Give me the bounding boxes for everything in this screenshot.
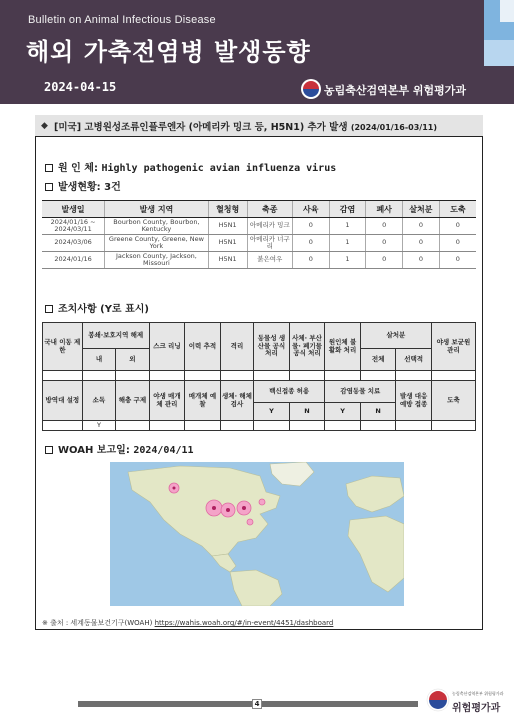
measure-culling-all: 전체 bbox=[360, 349, 396, 371]
measure-quarantine: 격리 bbox=[220, 323, 253, 371]
measure-outside: 외 bbox=[116, 349, 149, 371]
square-bullet-icon bbox=[45, 305, 53, 313]
measure-prevention-vaccination: 발생 대응 예방 접종 bbox=[396, 381, 432, 421]
report-period: (2024/01/16-03/11) bbox=[350, 123, 438, 132]
issue-date: 2024-04-15 bbox=[44, 80, 117, 94]
col-header: 사육 bbox=[292, 201, 329, 218]
square-bullet-icon bbox=[45, 183, 53, 191]
source-label: ※ 출처 : 세계동물보건기구(WOAH) bbox=[42, 619, 153, 627]
cell-date: 2024/03/06 bbox=[42, 235, 105, 252]
col-header: 발생 지역 bbox=[105, 201, 209, 218]
report-title-text: [미국] 고병원성조류인플루엔자 (아메리카 밍크 등, H5N1) 추가 발생 bbox=[54, 122, 348, 133]
outbreak-cluster-marker[interactable] bbox=[206, 500, 222, 516]
cell-reared: 0 bbox=[292, 218, 329, 235]
measures-title: 조치사항 (Y로 표시) bbox=[58, 304, 149, 315]
cell-infected: 1 bbox=[329, 252, 366, 269]
measure-vaccination-n: N bbox=[289, 403, 325, 421]
footer-org-small: 농림축산검역본부 위험평가과 bbox=[452, 691, 504, 696]
cell-region: Bourbon County, Bourbon, Kentucky bbox=[105, 218, 209, 235]
pathogen-value: Highly pathogenic avian influenza virus bbox=[101, 163, 337, 174]
africa-landmass bbox=[348, 516, 404, 592]
page-title: 해외 가축전염병 발생동향 bbox=[26, 38, 311, 66]
cell-serotype: H5N1 bbox=[208, 235, 247, 252]
footer-org-name: 위험평가과 bbox=[452, 703, 501, 714]
square-bullet-icon bbox=[45, 164, 53, 172]
cell-species: 붉은여우 bbox=[247, 252, 292, 269]
measure-vector-surveillance: 매개체 예찰 bbox=[185, 381, 221, 421]
status-label: 발생현황: bbox=[58, 182, 105, 193]
cell-infected: 1 bbox=[329, 235, 366, 252]
measure-protective-zone: 방역대 설정 bbox=[43, 381, 83, 421]
col-header: 감염 bbox=[329, 201, 366, 218]
bulletin-subtitle: Bulletin on Animal Infectious Disease bbox=[28, 14, 216, 26]
woah-label: WOAH 보고일: bbox=[58, 445, 134, 456]
report-titlebar bbox=[35, 115, 483, 137]
cell-reared: 0 bbox=[292, 235, 329, 252]
col-header: 도축 bbox=[439, 201, 476, 218]
cell-dead: 0 bbox=[366, 252, 403, 269]
measure-culling-selective: 선택적 bbox=[396, 349, 432, 371]
measure-domestic-restriction: 국내 이동 제한 bbox=[43, 323, 83, 371]
measure-vector-control: 해충 구제 bbox=[116, 381, 149, 421]
woah-line bbox=[45, 441, 194, 456]
page-number: 4 bbox=[252, 699, 262, 709]
cell-culled: 0 bbox=[403, 218, 440, 235]
central-america-landmass bbox=[212, 554, 236, 572]
pathogen-label: 원 인 체: bbox=[58, 163, 102, 174]
measure-disinfection: 소독 bbox=[82, 381, 115, 421]
measure-screening: 스크 리닝 bbox=[149, 323, 185, 371]
footer-logo-icon bbox=[426, 688, 450, 712]
cell-reared: 0 bbox=[292, 252, 329, 269]
measure-treatment-n: N bbox=[360, 403, 396, 421]
measures-values-row-1 bbox=[43, 371, 476, 381]
status-line bbox=[45, 178, 121, 193]
cell-region: Greene County, Greene, New York bbox=[105, 235, 209, 252]
source-note bbox=[42, 618, 333, 628]
square-bullet-icon bbox=[45, 446, 53, 454]
table-row bbox=[42, 235, 476, 252]
col-header: 살처분 bbox=[403, 201, 440, 218]
status-value: 3건 bbox=[104, 182, 121, 193]
cell-dead: 0 bbox=[366, 235, 403, 252]
occurrence-table bbox=[42, 200, 476, 269]
world-map-image bbox=[110, 462, 404, 606]
disinfection-mark: Y bbox=[82, 421, 115, 431]
greenland-landmass bbox=[270, 462, 314, 486]
footer-bar bbox=[78, 701, 418, 707]
cell-region: Jackson County, Jackson, Missouri bbox=[105, 252, 209, 269]
measures-row-1a bbox=[43, 323, 476, 349]
outbreak-point-marker[interactable] bbox=[169, 483, 179, 493]
cell-species: 아메리카 밍크 bbox=[247, 218, 292, 235]
measure-containment-zone: 봉쇄·보호지역 해제 bbox=[82, 323, 149, 349]
measure-vaccination: 백신접종 허용 bbox=[254, 381, 325, 403]
outbreak-map bbox=[110, 462, 404, 606]
measure-carcass-disposal: 사체· 부산물· 폐기물 공식 처리 bbox=[289, 323, 325, 371]
col-header: 폐사 bbox=[366, 201, 403, 218]
measure-slaughter: 도축 bbox=[431, 381, 475, 421]
table-row bbox=[42, 218, 476, 235]
table-row bbox=[42, 252, 476, 269]
north-america-landmass bbox=[128, 466, 280, 556]
pathogen-line bbox=[45, 159, 336, 174]
header-banner bbox=[0, 0, 514, 104]
measure-culling: 살처분 bbox=[360, 323, 431, 349]
outbreak-point-marker[interactable] bbox=[247, 519, 253, 525]
measures-row-2a bbox=[43, 381, 476, 403]
measure-live-carcass-inspection: 생체· 해체 검사 bbox=[220, 381, 253, 421]
corner-decoration-pale bbox=[500, 0, 514, 22]
cell-slaughtered: 0 bbox=[439, 235, 476, 252]
outbreak-cluster-marker[interactable] bbox=[237, 501, 251, 515]
woah-date: 2024/04/11 bbox=[133, 445, 194, 456]
measures-values-row-2 bbox=[43, 421, 476, 431]
report-title bbox=[54, 119, 437, 133]
measures-table bbox=[42, 322, 476, 431]
source-link[interactable]: https://wahis.woah.org/#/in-event/4451/dashboard bbox=[154, 619, 334, 627]
cell-slaughtered: 0 bbox=[439, 252, 476, 269]
cell-culled: 0 bbox=[403, 235, 440, 252]
occurrence-header-row bbox=[42, 201, 476, 218]
measure-treatment-y: Y bbox=[325, 403, 361, 421]
outbreak-cluster-marker[interactable] bbox=[221, 503, 235, 517]
col-header: 축종 bbox=[247, 201, 292, 218]
europe-landmass bbox=[346, 476, 404, 512]
cell-species: 아메리카 너구리 bbox=[247, 235, 292, 252]
measure-inside: 내 bbox=[82, 349, 115, 371]
measure-wildlife-vector-control: 야생 매개체 관리 bbox=[149, 381, 185, 421]
cell-slaughtered: 0 bbox=[439, 218, 476, 235]
south-america-landmass bbox=[230, 570, 282, 606]
measure-movement-tracking: 이력 추적 bbox=[185, 323, 221, 371]
corner-decoration-light bbox=[484, 40, 514, 66]
measure-vaccination-y: Y bbox=[254, 403, 290, 421]
col-header: 발생일 bbox=[42, 201, 105, 218]
outbreak-point-marker[interactable] bbox=[259, 499, 265, 505]
col-header: 혈청형 bbox=[208, 201, 247, 218]
org-logo-icon bbox=[300, 78, 322, 100]
measure-treatment: 감염동물 치료 bbox=[325, 381, 396, 403]
cell-infected: 1 bbox=[329, 218, 366, 235]
org-name: 농림축산검역본부 위험평가과 bbox=[324, 84, 466, 97]
cell-serotype: H5N1 bbox=[208, 218, 247, 235]
measure-source-disposal: 원인체 불활화 처리 bbox=[325, 323, 361, 371]
cell-culled: 0 bbox=[403, 252, 440, 269]
cell-date: 2024/01/16 ~ 2024/03/11 bbox=[42, 218, 105, 235]
cell-date: 2024/01/16 bbox=[42, 252, 105, 269]
measure-wildlife-management: 야생 보균원 관리 bbox=[431, 323, 475, 371]
measures-heading bbox=[45, 300, 149, 315]
cell-dead: 0 bbox=[366, 218, 403, 235]
cell-serotype: H5N1 bbox=[208, 252, 247, 269]
diamond-bullet-icon: ◆ bbox=[41, 121, 48, 131]
measure-animal-product-disposal: 동물성 생산물 공식 처리 bbox=[254, 323, 290, 371]
